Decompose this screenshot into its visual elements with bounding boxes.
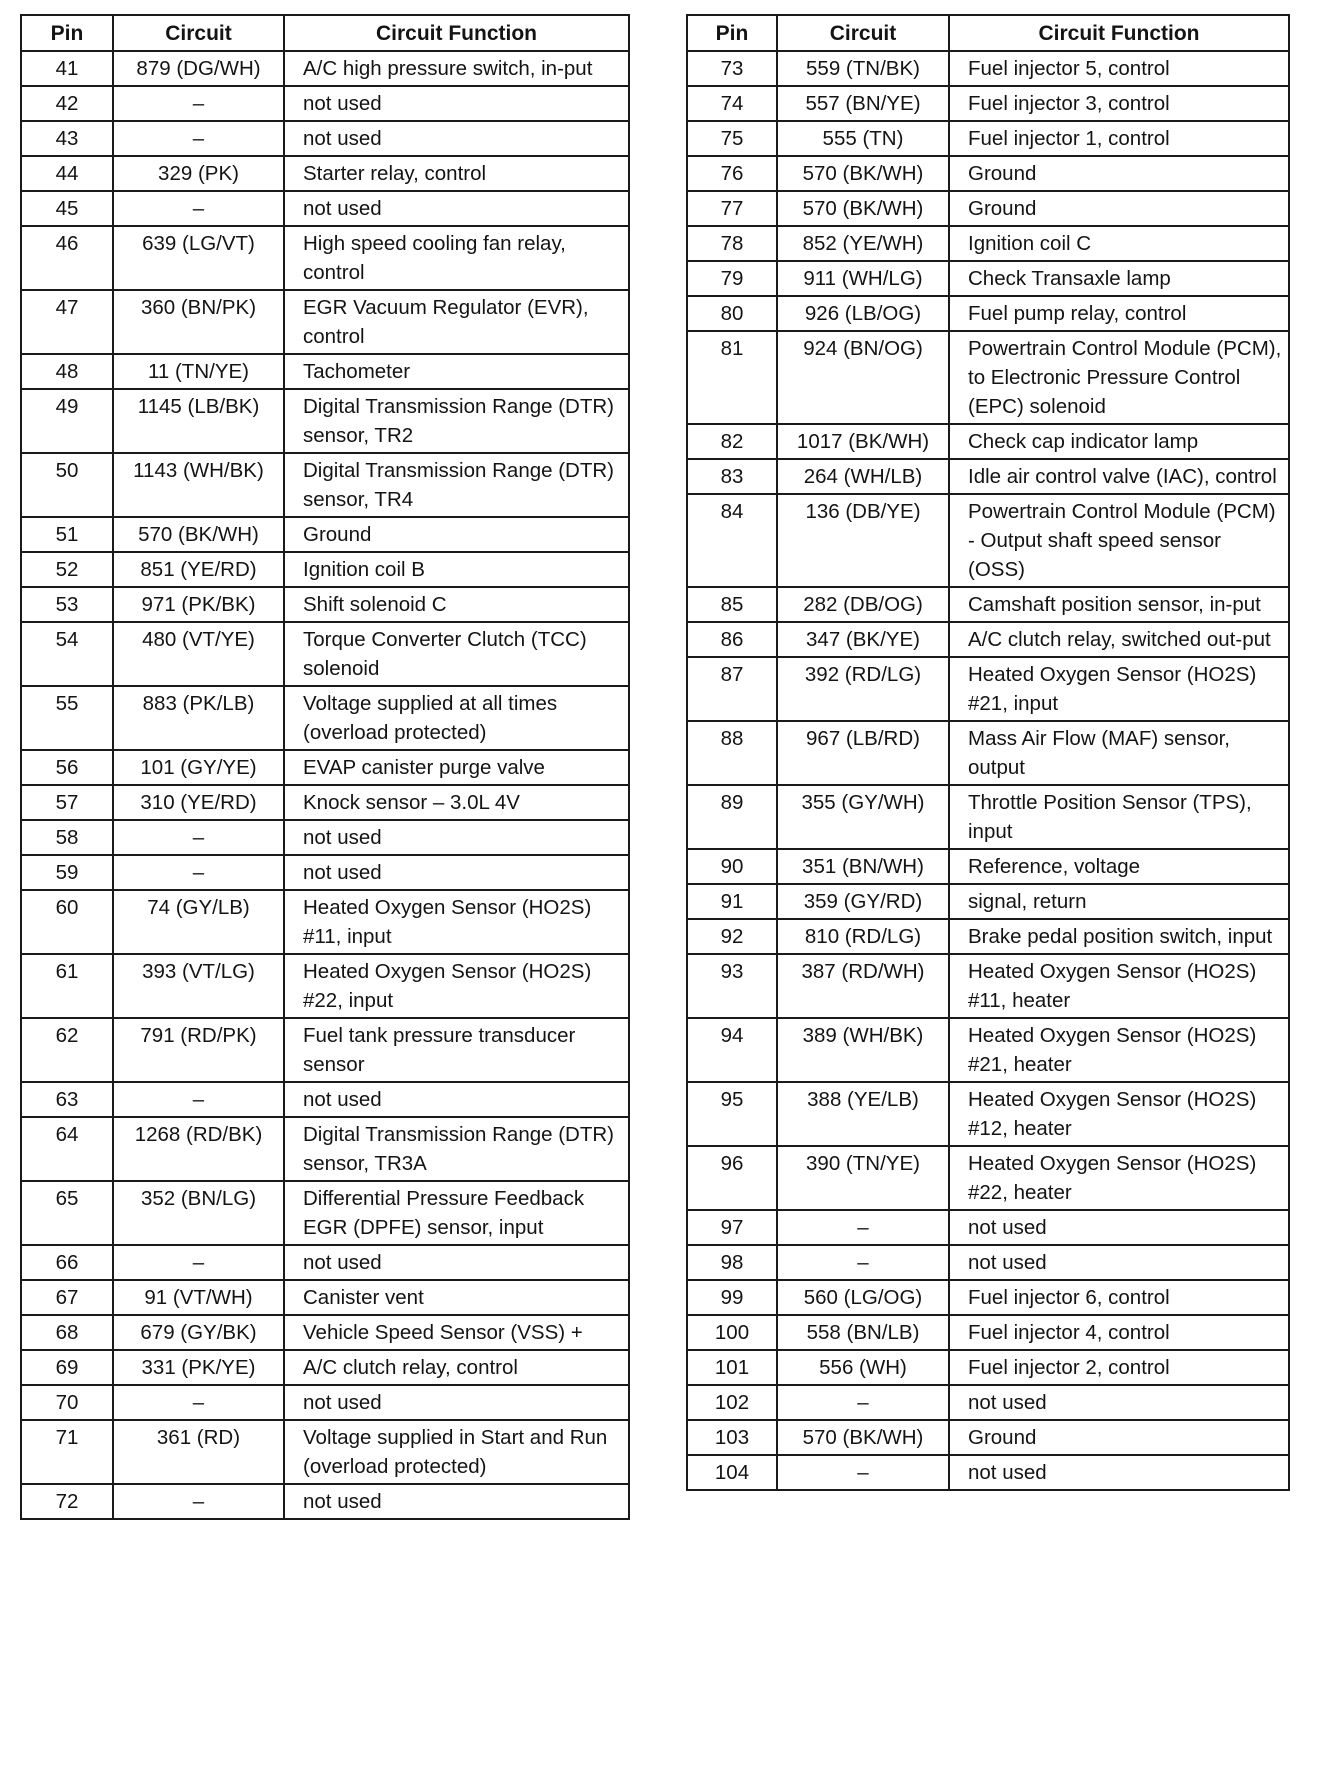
pin-cell: 70 — [21, 1385, 113, 1420]
function-cell: Fuel injector 3, control — [949, 86, 1289, 121]
table-row — [21, 86, 629, 121]
function-cell: Reference, voltage — [949, 849, 1289, 884]
table-row — [21, 750, 629, 785]
function-cell: A/C clutch relay, control — [284, 1350, 629, 1385]
table-row — [21, 121, 629, 156]
function-cell: Voltage supplied at all times (overload protected) — [284, 686, 629, 750]
table-row — [687, 721, 1289, 785]
table-row — [687, 657, 1289, 721]
function-cell: Brake pedal position switch, input — [949, 919, 1289, 954]
table-row — [687, 296, 1289, 331]
function-cell: Fuel injector 1, control — [949, 121, 1289, 156]
circuit-cell: – — [113, 121, 284, 156]
function-cell: Voltage supplied in Start and Run (overload protected) — [284, 1420, 629, 1484]
circuit-cell: 101 (GY/YE) — [113, 750, 284, 785]
pin-cell: 71 — [21, 1420, 113, 1484]
pin-cell: 63 — [21, 1082, 113, 1117]
pin-cell: 66 — [21, 1245, 113, 1280]
header-row — [21, 15, 629, 51]
circuit-cell: 387 (RD/WH) — [777, 954, 949, 1018]
function-cell: Fuel injector 5, control — [949, 51, 1289, 86]
circuit-cell: 264 (WH/LB) — [777, 459, 949, 494]
circuit-cell: 352 (BN/LG) — [113, 1181, 284, 1245]
circuit-cell: 74 (GY/LB) — [113, 890, 284, 954]
table-row — [687, 191, 1289, 226]
table-row — [687, 622, 1289, 657]
circuit-cell: – — [113, 191, 284, 226]
circuit-cell: 967 (LB/RD) — [777, 721, 949, 785]
function-cell: Fuel injector 2, control — [949, 1350, 1289, 1385]
table-row — [687, 785, 1289, 849]
pin-cell: 92 — [687, 919, 777, 954]
pin-cell: 48 — [21, 354, 113, 389]
pin-cell: 97 — [687, 1210, 777, 1245]
table-row — [21, 587, 629, 622]
function-cell: Powertrain Control Module (PCM) - Output shaft speed sensor (OSS) — [949, 494, 1289, 587]
function-cell: not used — [949, 1455, 1289, 1490]
function-cell: Idle air control valve (IAC), control — [949, 459, 1289, 494]
table-row — [687, 1210, 1289, 1245]
circuit-cell: – — [113, 1245, 284, 1280]
table-row — [21, 1350, 629, 1385]
circuit-cell: 570 (BK/WH) — [777, 191, 949, 226]
table-row — [687, 1245, 1289, 1280]
function-cell: Digital Transmission Range (DTR) sensor, TR2 — [284, 389, 629, 453]
table-row — [687, 1420, 1289, 1455]
circuit-cell: 555 (TN) — [777, 121, 949, 156]
pin-cell: 73 — [687, 51, 777, 86]
table-row — [687, 1082, 1289, 1146]
table-row — [21, 1420, 629, 1484]
pin-cell: 93 — [687, 954, 777, 1018]
function-cell: Knock sensor – 3.0L 4V — [284, 785, 629, 820]
circuit-cell: 360 (BN/PK) — [113, 290, 284, 354]
table-row — [21, 1082, 629, 1117]
circuit-cell: 570 (BK/WH) — [777, 1420, 949, 1455]
pin-cell: 62 — [21, 1018, 113, 1082]
table-row — [687, 1315, 1289, 1350]
header-pin: Pin — [21, 15, 113, 51]
function-cell: Camshaft position sensor, in-put — [949, 587, 1289, 622]
table-row — [21, 51, 629, 86]
pin-cell: 68 — [21, 1315, 113, 1350]
table-row — [21, 686, 629, 750]
circuit-cell: 570 (BK/WH) — [113, 517, 284, 552]
pin-table-left — [20, 14, 630, 1520]
pin-cell: 94 — [687, 1018, 777, 1082]
circuit-cell: – — [113, 1385, 284, 1420]
circuit-cell: 355 (GY/WH) — [777, 785, 949, 849]
circuit-cell: – — [113, 1082, 284, 1117]
circuit-cell: – — [113, 820, 284, 855]
pin-cell: 65 — [21, 1181, 113, 1245]
table-row — [687, 459, 1289, 494]
table-row — [687, 86, 1289, 121]
function-cell: Ignition coil B — [284, 552, 629, 587]
circuit-cell: – — [113, 86, 284, 121]
circuit-cell: 791 (RD/PK) — [113, 1018, 284, 1082]
pin-cell: 87 — [687, 657, 777, 721]
pin-cell: 46 — [21, 226, 113, 290]
table-row — [687, 587, 1289, 622]
function-cell: Starter relay, control — [284, 156, 629, 191]
function-cell: Heated Oxygen Sensor (HO2S) #22, input — [284, 954, 629, 1018]
circuit-cell: 282 (DB/OG) — [777, 587, 949, 622]
pin-cell: 75 — [687, 121, 777, 156]
circuit-cell: 390 (TN/YE) — [777, 1146, 949, 1210]
circuit-cell: 331 (PK/YE) — [113, 1350, 284, 1385]
function-cell: Ground — [949, 156, 1289, 191]
table-row — [687, 1146, 1289, 1210]
circuit-cell: 136 (DB/YE) — [777, 494, 949, 587]
circuit-cell: 1017 (BK/WH) — [777, 424, 949, 459]
function-cell: Heated Oxygen Sensor (HO2S) #11, input — [284, 890, 629, 954]
pin-cell: 78 — [687, 226, 777, 261]
table-row — [21, 1484, 629, 1519]
pin-cell: 77 — [687, 191, 777, 226]
function-cell: Heated Oxygen Sensor (HO2S) #21, input — [949, 657, 1289, 721]
function-cell: not used — [284, 191, 629, 226]
function-cell: A/C clutch relay, switched out-put — [949, 622, 1289, 657]
table-row — [21, 1245, 629, 1280]
table-row — [21, 389, 629, 453]
function-cell: Heated Oxygen Sensor (HO2S) #22, heater — [949, 1146, 1289, 1210]
table-row — [687, 1018, 1289, 1082]
circuit-cell: 924 (BN/OG) — [777, 331, 949, 424]
table-row — [21, 1117, 629, 1181]
pin-cell: 64 — [21, 1117, 113, 1181]
function-cell: not used — [284, 86, 629, 121]
pin-cell: 101 — [687, 1350, 777, 1385]
pin-cell: 67 — [21, 1280, 113, 1315]
function-cell: EVAP canister purge valve — [284, 750, 629, 785]
function-cell: not used — [284, 1082, 629, 1117]
circuit-cell: 480 (VT/YE) — [113, 622, 284, 686]
circuit-cell: 329 (PK) — [113, 156, 284, 191]
table-row — [21, 1385, 629, 1420]
table-row — [21, 954, 629, 1018]
function-cell: not used — [284, 121, 629, 156]
circuit-cell: 639 (LG/VT) — [113, 226, 284, 290]
circuit-cell: – — [777, 1210, 949, 1245]
pin-table-body — [21, 51, 629, 1519]
circuit-cell: 392 (RD/LG) — [777, 657, 949, 721]
function-cell: Fuel injector 6, control — [949, 1280, 1289, 1315]
function-cell: Ground — [284, 517, 629, 552]
function-cell: Digital Transmission Range (DTR) sensor, TR3A — [284, 1117, 629, 1181]
pin-cell: 88 — [687, 721, 777, 785]
pin-cell: 57 — [21, 785, 113, 820]
circuit-cell: 11 (TN/YE) — [113, 354, 284, 389]
function-cell: Check Transaxle lamp — [949, 261, 1289, 296]
function-cell: Shift solenoid C — [284, 587, 629, 622]
pin-cell: 96 — [687, 1146, 777, 1210]
table-row — [21, 622, 629, 686]
circuit-cell: 310 (YE/RD) — [113, 785, 284, 820]
table-row — [21, 191, 629, 226]
function-cell: not used — [949, 1210, 1289, 1245]
circuit-cell: 679 (GY/BK) — [113, 1315, 284, 1350]
circuit-cell: – — [777, 1455, 949, 1490]
circuit-cell: – — [113, 855, 284, 890]
pin-cell: 45 — [21, 191, 113, 226]
pin-cell: 43 — [21, 121, 113, 156]
pin-cell: 103 — [687, 1420, 777, 1455]
circuit-cell: 559 (TN/BK) — [777, 51, 949, 86]
circuit-cell: 1143 (WH/BK) — [113, 453, 284, 517]
function-cell: High speed cooling fan relay, control — [284, 226, 629, 290]
circuit-cell: 852 (YE/WH) — [777, 226, 949, 261]
pin-cell: 60 — [21, 890, 113, 954]
circuit-cell: 557 (BN/YE) — [777, 86, 949, 121]
circuit-cell: 556 (WH) — [777, 1350, 949, 1385]
pin-cell: 49 — [21, 389, 113, 453]
table-row — [687, 884, 1289, 919]
table-row — [21, 1280, 629, 1315]
table-row — [21, 552, 629, 587]
pin-cell: 81 — [687, 331, 777, 424]
circuit-cell: 911 (WH/LG) — [777, 261, 949, 296]
pin-cell: 50 — [21, 453, 113, 517]
pin-cell: 99 — [687, 1280, 777, 1315]
circuit-cell: – — [777, 1385, 949, 1420]
function-cell: A/C high pressure switch, in-put — [284, 51, 629, 86]
circuit-cell: 361 (RD) — [113, 1420, 284, 1484]
table-row — [21, 1018, 629, 1082]
function-cell: Canister vent — [284, 1280, 629, 1315]
function-cell: Heated Oxygen Sensor (HO2S) #12, heater — [949, 1082, 1289, 1146]
pin-cell: 54 — [21, 622, 113, 686]
circuit-cell: 810 (RD/LG) — [777, 919, 949, 954]
circuit-cell: 393 (VT/LG) — [113, 954, 284, 1018]
function-cell: not used — [284, 820, 629, 855]
circuit-cell: 558 (BN/LB) — [777, 1315, 949, 1350]
table-row — [21, 890, 629, 954]
table-row — [687, 1455, 1289, 1490]
header-pin: Pin — [687, 15, 777, 51]
header-circuit: Circuit — [777, 15, 949, 51]
circuit-cell: 851 (YE/RD) — [113, 552, 284, 587]
pin-cell: 51 — [21, 517, 113, 552]
pin-cell: 59 — [21, 855, 113, 890]
circuit-cell: 879 (DG/WH) — [113, 51, 284, 86]
function-cell: Heated Oxygen Sensor (HO2S) #21, heater — [949, 1018, 1289, 1082]
table-row — [687, 1350, 1289, 1385]
circuit-cell: 359 (GY/RD) — [777, 884, 949, 919]
header-circuit: Circuit — [113, 15, 284, 51]
function-cell: Throttle Position Sensor (TPS), input — [949, 785, 1289, 849]
pin-cell: 53 — [21, 587, 113, 622]
circuit-cell: 560 (LG/OG) — [777, 1280, 949, 1315]
pin-cell: 61 — [21, 954, 113, 1018]
function-cell: Ground — [949, 191, 1289, 226]
pin-cell: 98 — [687, 1245, 777, 1280]
circuit-cell: 971 (PK/BK) — [113, 587, 284, 622]
header-function: Circuit Function — [284, 15, 629, 51]
table-row — [687, 1385, 1289, 1420]
circuit-cell: 883 (PK/LB) — [113, 686, 284, 750]
table-row — [21, 354, 629, 389]
circuit-cell: 347 (BK/YE) — [777, 622, 949, 657]
circuit-cell: 351 (BN/WH) — [777, 849, 949, 884]
pin-cell: 82 — [687, 424, 777, 459]
table-row — [687, 226, 1289, 261]
pin-table-body — [687, 51, 1289, 1490]
circuit-cell: 1145 (LB/BK) — [113, 389, 284, 453]
table-row — [687, 156, 1289, 191]
pin-cell: 55 — [21, 686, 113, 750]
pin-cell: 58 — [21, 820, 113, 855]
pin-cell: 42 — [21, 86, 113, 121]
pin-cell: 86 — [687, 622, 777, 657]
pin-cell: 79 — [687, 261, 777, 296]
circuit-cell: – — [777, 1245, 949, 1280]
header-row — [687, 15, 1289, 51]
pin-cell: 41 — [21, 51, 113, 86]
pin-cell: 85 — [687, 587, 777, 622]
function-cell: not used — [284, 1385, 629, 1420]
pin-cell: 89 — [687, 785, 777, 849]
function-cell: Ignition coil C — [949, 226, 1289, 261]
table-row — [21, 226, 629, 290]
function-cell: Fuel pump relay, control — [949, 296, 1289, 331]
function-cell: Fuel injector 4, control — [949, 1315, 1289, 1350]
function-cell: Ground — [949, 1420, 1289, 1455]
table-row — [21, 290, 629, 354]
table-row — [687, 849, 1289, 884]
table-row — [687, 919, 1289, 954]
function-cell: not used — [949, 1385, 1289, 1420]
pin-cell: 72 — [21, 1484, 113, 1519]
function-cell: EGR Vacuum Regulator (EVR), control — [284, 290, 629, 354]
circuit-cell: 570 (BK/WH) — [777, 156, 949, 191]
pin-cell: 83 — [687, 459, 777, 494]
function-cell: Tachometer — [284, 354, 629, 389]
table-row — [687, 494, 1289, 587]
function-cell: Powertrain Control Module (PCM), to Electronic Pressure Control (EPC) solenoid — [949, 331, 1289, 424]
table-row — [21, 453, 629, 517]
pin-cell: 47 — [21, 290, 113, 354]
function-cell: Mass Air Flow (MAF) sensor, output — [949, 721, 1289, 785]
pin-table-right — [686, 14, 1290, 1491]
pin-cell: 74 — [687, 86, 777, 121]
function-cell: Differential Pressure Feedback EGR (DPFE) sensor, input — [284, 1181, 629, 1245]
circuit-cell: 91 (VT/WH) — [113, 1280, 284, 1315]
table-row — [21, 1181, 629, 1245]
pin-cell: 95 — [687, 1082, 777, 1146]
pin-cell: 84 — [687, 494, 777, 587]
pin-cell: 76 — [687, 156, 777, 191]
pin-cell: 56 — [21, 750, 113, 785]
function-cell: Digital Transmission Range (DTR) sensor, TR4 — [284, 453, 629, 517]
pin-cell: 44 — [21, 156, 113, 191]
table-row — [21, 1315, 629, 1350]
pin-cell: 90 — [687, 849, 777, 884]
pin-cell: 69 — [21, 1350, 113, 1385]
table-row — [687, 1280, 1289, 1315]
pin-cell: 102 — [687, 1385, 777, 1420]
table-row — [687, 51, 1289, 86]
table-row — [687, 261, 1289, 296]
function-cell: Vehicle Speed Sensor (VSS) + — [284, 1315, 629, 1350]
pin-cell: 52 — [21, 552, 113, 587]
table-row — [687, 424, 1289, 459]
function-cell: Fuel tank pressure transducer sensor — [284, 1018, 629, 1082]
table-row — [21, 855, 629, 890]
table-row — [687, 954, 1289, 1018]
header-function: Circuit Function — [949, 15, 1289, 51]
function-cell: not used — [284, 1245, 629, 1280]
circuit-cell: 388 (YE/LB) — [777, 1082, 949, 1146]
table-row — [687, 121, 1289, 156]
function-cell: not used — [949, 1245, 1289, 1280]
pin-cell: 80 — [687, 296, 777, 331]
table-row — [21, 785, 629, 820]
circuit-cell: – — [113, 1484, 284, 1519]
table-row — [21, 820, 629, 855]
function-cell: Torque Converter Clutch (TCC) solenoid — [284, 622, 629, 686]
pin-cell: 104 — [687, 1455, 777, 1490]
table-row — [21, 517, 629, 552]
function-cell: not used — [284, 855, 629, 890]
function-cell: signal, return — [949, 884, 1289, 919]
table-row — [21, 156, 629, 191]
pin-cell: 91 — [687, 884, 777, 919]
circuit-cell: 389 (WH/BK) — [777, 1018, 949, 1082]
function-cell: not used — [284, 1484, 629, 1519]
pin-cell: 100 — [687, 1315, 777, 1350]
function-cell: Heated Oxygen Sensor (HO2S) #11, heater — [949, 954, 1289, 1018]
table-row — [687, 331, 1289, 424]
circuit-cell: 926 (LB/OG) — [777, 296, 949, 331]
circuit-cell: 1268 (RD/BK) — [113, 1117, 284, 1181]
function-cell: Check cap indicator lamp — [949, 424, 1289, 459]
